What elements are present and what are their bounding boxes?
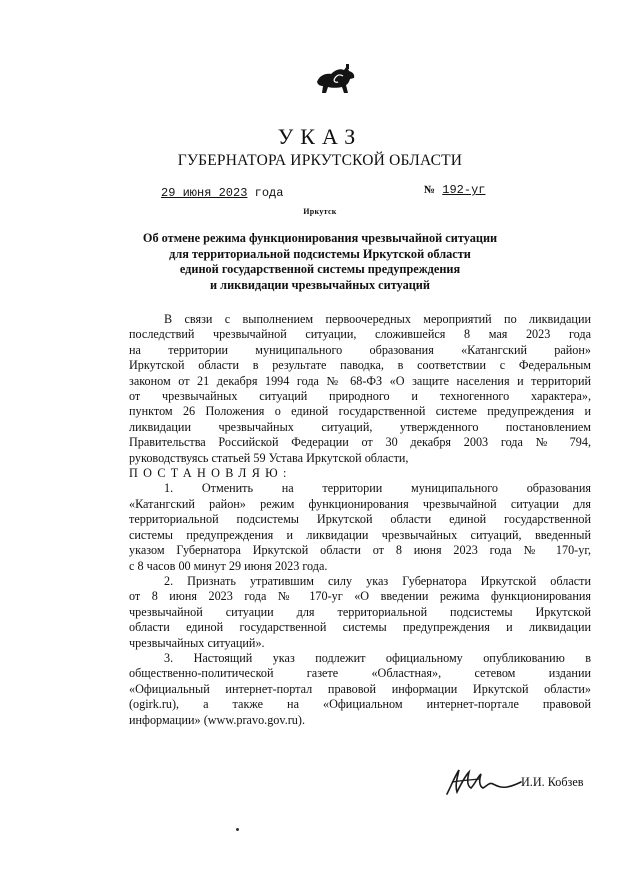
document-title: УКАЗ: [277, 124, 363, 149]
item-1-line: 1. Отменить на территории муниципального образования: [164, 481, 591, 496]
preamble-line: Иркутской области в результате паводка, в соответствии с Федеральным: [129, 358, 591, 373]
decree-body: [129, 312, 591, 728]
preamble-line: руководствуясь статьей 59 Устава Иркутской области,: [129, 450, 409, 465]
item-1-line: системы предупреждения и ликвидации чрезвычайных ситуаций, введенный: [129, 527, 591, 542]
item-2-line: чрезвычайной ситуации для территориальной подсистемы Иркутской: [129, 604, 591, 619]
item-3-line: «Официальный интернет-портал правовой информации Иркутской области»: [129, 681, 591, 696]
number-sign: №: [424, 184, 436, 196]
item-2-line: от 8 июня 2023 года № 170-уг «О введении режима функционирования: [129, 589, 591, 604]
scan-speck: [236, 828, 239, 831]
decree-heading: [120, 231, 520, 293]
item-1-line: территориальной подсистемы Иркутской области единой государственной: [129, 512, 591, 527]
item-2-line: чрезвычайных ситуаций».: [129, 635, 265, 650]
preamble-line: последствий чрезвычайной ситуации, сложившейся 8 мая 2023 года: [129, 327, 591, 342]
preamble-line: законом от 21 декабря 1994 года № 68-ФЗ «О защите населения и территорий: [129, 373, 591, 388]
decree-number: [424, 183, 524, 197]
heading-line: Об отмене режима функционирования чрезвычайной ситуации: [142, 231, 498, 245]
preamble-line: от чрезвычайных ситуаций природного и техногенного характера»,: [129, 389, 591, 404]
heading-line: для территориальной подсистемы Иркутской области: [169, 246, 471, 261]
preamble-line: В связи с выполнением первоочередных мероприятий по ликвидации: [164, 312, 591, 326]
irkutsk-babr-emblem-icon: [313, 62, 357, 96]
handwritten-signature-icon: [443, 762, 523, 798]
item-1-line: «Катангский район» режим функционирования чрезвычайной ситуации для: [129, 496, 591, 511]
decree-date-suffix: года: [254, 186, 284, 200]
heading-line: единой государственной системы предупреждения: [179, 262, 461, 276]
item-2-line: 2. Признать утратившим силу указ Губернатора Иркутской области: [164, 573, 591, 588]
decree-date: [161, 186, 283, 200]
preamble-line: Правительства Российской Федерации от 30 декабря 2003 года № 794,: [129, 435, 591, 450]
decree-city: Иркутск: [303, 207, 337, 216]
item-3-line: информации» (www.pravo.gov.ru).: [129, 712, 305, 727]
decree-word: ПОСТАНОВЛЯЮ:: [129, 466, 292, 481]
signer-name: И.И. Кобзев: [521, 775, 584, 789]
preamble-line: пунктом 26 Положения о единой государственной системе предупреждения и: [129, 404, 591, 419]
item-3-line: (ogirk.ru), а также на «Официальном интернет-портале правовой: [129, 697, 591, 712]
decree-number-value: 192-уг: [442, 183, 486, 197]
decree-date-value: 29 июня 2023: [161, 186, 248, 200]
item-1-line: с 8 часов 00 минут 29 июня 2023 года.: [129, 558, 328, 573]
document-subtitle: ГУБЕРНАТОРА ИРКУТСКОЙ ОБЛАСТИ: [177, 152, 463, 169]
heading-line: и ликвидации чрезвычайных ситуаций: [210, 277, 430, 292]
item-2-line: области единой государственной системы предупреждения и ликвидации: [129, 620, 591, 635]
item-1-line: указом Губернатора Иркутской области от 8 июня 2023 года № 170-уг,: [129, 543, 591, 558]
preamble-line: ликвидации чрезвычайных ситуаций, утвержденного постановлением: [129, 419, 591, 434]
preamble-line: на территории муниципального образования «Катангский район»: [129, 342, 591, 357]
item-3-line: общественно-политической газете «Областная», сетевом издании: [129, 666, 591, 681]
item-3-line: 3. Настоящий указ подлежит официальному опубликованию в: [164, 650, 591, 665]
